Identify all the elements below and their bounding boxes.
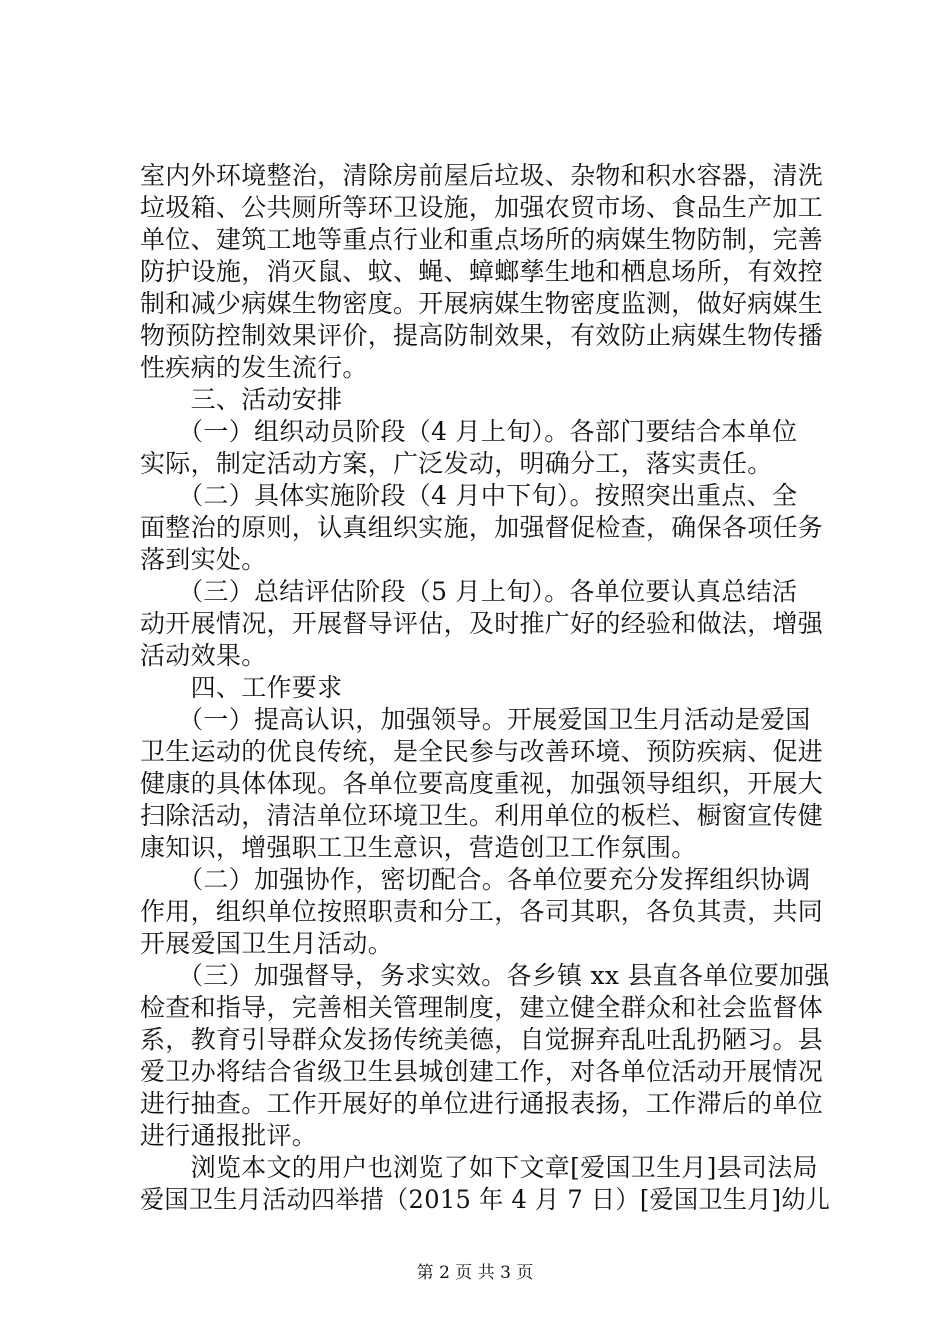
text-line: 物预防控制效果评价，提高防制效果，有效防止病媒生物传播 [140, 321, 824, 350]
text-line: 防护设施，消灭鼠、蚊、蝇、蟑螂孳生地和栖息场所，有效控 [140, 257, 824, 286]
text-line: 活动效果。 [140, 641, 267, 670]
text-line: 面整治的原则，认真组织实施，加强督促检查，确保各项任务 [140, 513, 824, 542]
text-line: （二）加强协作，密切配合。各单位要充分发挥组织协调 [140, 865, 811, 894]
text-line: （二）具体实施阶段（4 月中下旬）。按照突出重点、全 [140, 481, 798, 510]
text-line: 系，教育引导群众发扬传统美德，自觉摒弃乱吐乱扔陋习。县 [140, 1025, 824, 1054]
text-line: 动开展情况，开展督导评估，及时推广好的经验和做法，增强 [140, 609, 824, 638]
text-line: 开展爱国卫生月活动。 [140, 929, 394, 958]
text-line: 康知识，增强职工卫生意识，营造创卫工作氛围。 [140, 833, 697, 862]
text-line: 三、活动安排 [140, 385, 343, 414]
text-line: 制和减少病媒生物密度。开展病媒生物密度监测，做好病媒生 [140, 289, 824, 318]
text-line: 检查和指导，完善相关管理制度，建立健全群众和社会监督体 [140, 993, 824, 1022]
text-line: （三）总结评估阶段（5 月上旬）。各单位要认真总结活 [140, 577, 798, 606]
text-line: 单位、建筑工地等重点行业和重点场所的病媒生物防制，完善 [140, 225, 824, 254]
text-line: 作用，组织单位按照职责和分工，各司其职，各负其责，共同 [140, 897, 824, 926]
text-line: （一）组织动员阶段（4 月上旬）。各部门要结合本单位 [140, 417, 798, 446]
text-line: 落到实处。 [140, 545, 267, 574]
document-body [140, 160, 830, 1216]
text-line: 扫除活动，清洁单位环境卫生。利用单位的板栏、橱窗宣传健 [140, 801, 824, 830]
text-line: 性疾病的发生流行。 [140, 353, 368, 382]
text-line: 室内外环境整治，清除房前屋后垃圾、杂物和积水容器，清洗 [140, 161, 824, 190]
text-line: 进行抽查。工作开展好的单位进行通报表扬，工作滞后的单位 [140, 1089, 824, 1118]
text-line: 爱国卫生月活动四举措（2015 年 4 月 7 日）[爱国卫生月]幼儿 [140, 1185, 831, 1214]
text-line: 进行通报批评。 [140, 1121, 318, 1150]
text-line: （一）提高认识，加强领导。开展爱国卫生月活动是爱国 [140, 705, 811, 734]
text-line: 垃圾箱、公共厕所等环卫设施，加强农贸市场、食品生产加工 [140, 193, 824, 222]
text-line: 爱卫办将结合省级卫生县城创建工作，对各单位活动开展情况 [140, 1057, 824, 1086]
text-line: 实际，制定活动方案，广泛发动，明确分工，落实责任。 [140, 449, 773, 478]
text-line: 卫生运动的优良传统，是全民参与改善环境、预防疾病、促进 [140, 737, 824, 766]
page-footer: 第 2 页 共 3 页 [416, 1263, 534, 1283]
text-line: 浏览本文的用户也浏览了如下文章[爱国卫生月]县司法局 [140, 1153, 818, 1182]
text-line: 四、工作要求 [140, 673, 343, 702]
text-line: （三）加强督导，务求实效。各乡镇 xx 县直各单位要加强 [140, 961, 830, 990]
text-line: 健康的具体体现。各单位要高度重视，加强领导组织，开展大 [140, 769, 824, 798]
